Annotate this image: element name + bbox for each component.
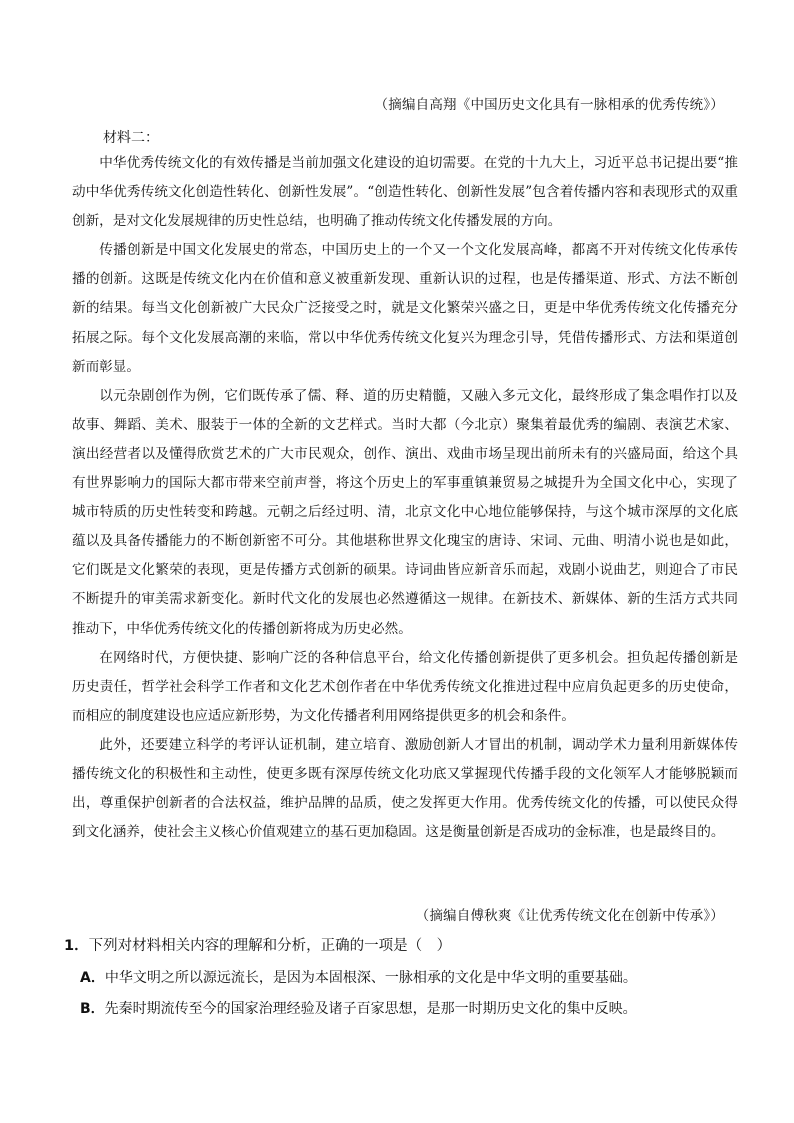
paragraph: 此外，还要建立科学的考评认证机制，建立培育、激励创新人才冒出的机制，调动学术力量利用新媒体传播传统文化的积极性和主动性，使更多既有深厚传统文化功底又掌握现代传播手段的文化领军人才能够脱颖而出，尊重保护创新者的合法权益，维护品牌的品质，使之发挥更大作用。优秀传统文化的传播，可以使民众得到文化涵养，使社会主义核心价值观建立的基石更加稳固。这是衡量创新是否成功的金标准，也是最终目的。 [72,736,738,841]
option-b[interactable] [80,998,750,1018]
question-1 [64,934,744,955]
article-body [72,149,738,847]
paragraph: 中华优秀传统文化的有效传播是当前加强文化建设的迫切需要。在党的十九大上，习近平总书记提出要“推动中华优秀传统文化创造性转化、创新性发展”。“创造性转化、创新性发展”包含着传播内容和表现形式的双重创新，是对文化发展规律的历史性总结，也明确了推动传统文化传播发展的方向。 [72,155,738,230]
option-a[interactable] [80,967,750,987]
paragraph: 在网络时代，方便快捷、影响广泛的各种信息平台，给文化传播创新提供了更多机会。担负起传播创新是历史责任，哲学社会科学工作者和文化艺术创作者在中华优秀传统文化推进过程中应肩负起更多的历史使命，而相应的制度建设也应适应新形势，为文化传播者利用网络提供更多的机会和条件。 [72,649,738,724]
source-citation-2: （摘编自傅秋爽《让优秀传统文化在创新中传承》） [415,908,724,924]
option-text: 先秦时期流传至今的国家治理经验及诸子百家思想，是那一时期历史文化的集中反映。 [104,1001,637,1017]
material-label: 材料二： [103,130,159,146]
paragraph: 传播创新是中国文化发展史的常态，中国历史上的一个又一个文化发展高峰，都离不开对传统文化传承传播的创新。这既是传统文化内在价值和意义被重新发现、重新认识的过程，也是传播渠道、形式、方法不断创新的结果。每当文化创新被广大民众广泛接受之时，就是文化繁荣兴盛之日，更是中华优秀传统文化传播充分拓展之际。每个文化发展高潮的来临，常以中华优秀传统文化复兴为理念引导，凭借传播形式、方法和渠道创新而彰显。 [72,242,738,375]
question-number: 1． [64,938,89,954]
question-text: 下列对材料相关内容的理解和分析，正确的一项是（ ） [88,938,452,954]
option-text: 中华文明之所以源远流长，是因为本固根深、一脉相承的文化是中华文明的重要基础。 [104,970,637,986]
source-citation-1: （摘编自高翔《中国历史文化具有一脉相承的优秀传统》） [374,97,724,113]
paragraph: 以元杂剧创作为例，它们既传承了儒、释、道的历史精髓，又融入多元文化，最终形成了集念唱作打以及故事、舞蹈、美术、服装于一体的全新的文艺样式。当时大都（今北京）聚集着最优秀的编剧、表演艺术家、演出经营者以及懂得欣赏艺术的广大市民观众，创作、演出、戏曲市场呈现出前所未有的兴盛局面，给这个具有世界影响力的国际大都市带来空前声誉，将这个历史上的军事重镇兼贸易之城提升为全国文化中心，实现了城市特质的历史性转变和跨越。元朝之后经过明、清，北京文化中心地位能够保持，与这个城市深厚的文化底蕴以及具备传播能力的不断创新密不可分。其他堪称世界文化瑰宝的唐诗、宋词、元曲、明清小说也是如此，它们既是文化繁荣的表现，更是传播方式创新的硕果。诗词曲皆应新音乐而起，戏剧小说曲艺，则迎合了市民不断提升的审美需求新变化。新时代文化的发展也必然遵循这一规律。在新技术、新媒体、新的生活方式共同推动下，中华优秀传统文化的传播创新将成为历史必然。 [72,387,738,637]
option-letter: B． [80,1001,105,1017]
option-letter: A． [80,970,105,986]
